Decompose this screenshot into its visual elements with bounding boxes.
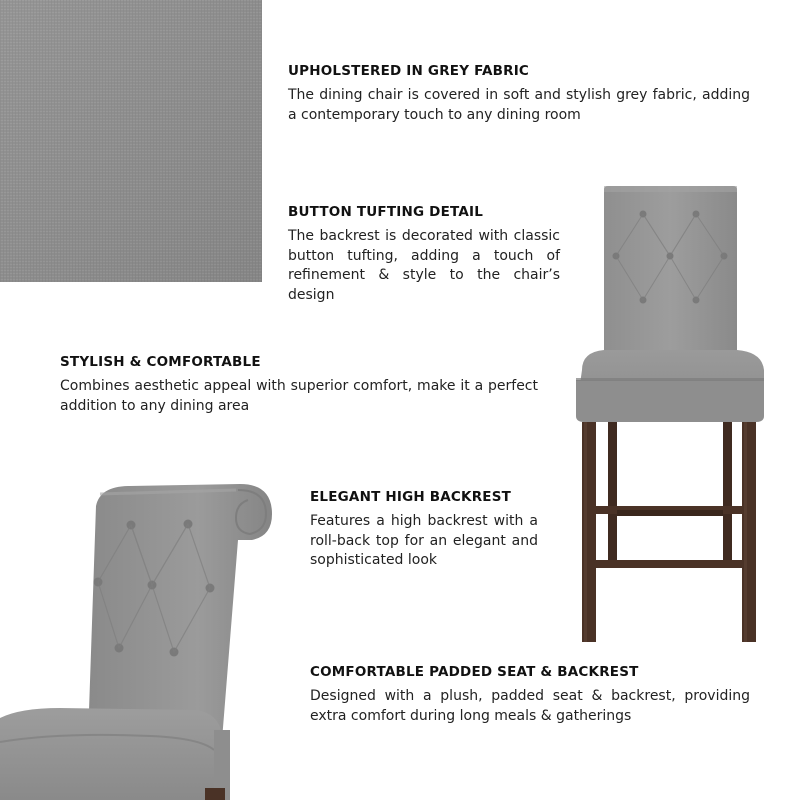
- feature-title: COMFORTABLE PADDED SEAT & BACKREST: [310, 664, 639, 680]
- feature-title: UPHOLSTERED IN GREY FABRIC: [288, 63, 530, 79]
- feature-title: ELEGANT HIGH BACKREST: [310, 489, 512, 505]
- feature-title: STYLISH & COMFORTABLE: [60, 354, 261, 370]
- feature-padded-seat: [310, 664, 750, 726]
- grey-fabric-swatch-image: [0, 0, 262, 282]
- rollback-chair-closeup-image: [0, 470, 300, 800]
- feature-description: Designed with a plush, padded seat & backrest, providing extra comfort during long meals & gatherings: [310, 688, 750, 724]
- feature-description: Combines aesthetic appeal with superior comfort, make it a perfect addition to any dining area: [60, 378, 538, 414]
- feature-description: The backrest is decorated with classic button tufting, adding a touch of refinement & style to the chair’s design: [288, 228, 560, 303]
- feature-high-backrest: [310, 489, 538, 571]
- feature-upholstered: [288, 63, 750, 125]
- feature-stylish-comfortable: [60, 354, 538, 416]
- counter-stool-image: [560, 180, 785, 650]
- feature-description: The dining chair is covered in soft and stylish grey fabric, adding a contemporary touch to any dining room: [288, 87, 750, 123]
- feature-description: Features a high backrest with a roll-back top for an elegant and sophisticated look: [310, 513, 538, 568]
- feature-title: BUTTON TUFTING DETAIL: [288, 204, 484, 220]
- feature-button-tufting: [288, 204, 560, 305]
